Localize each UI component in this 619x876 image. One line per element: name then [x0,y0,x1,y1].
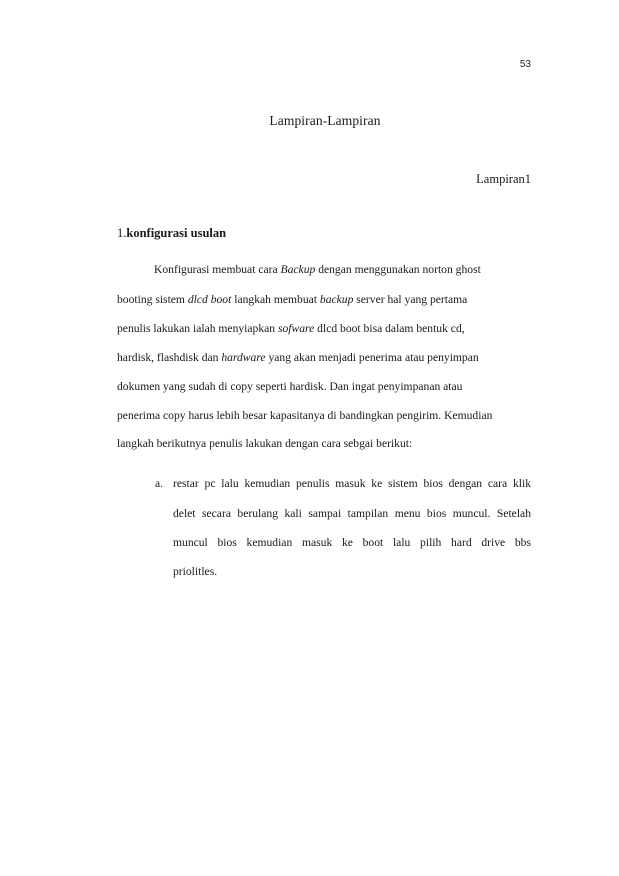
list-line: muncul bios kemudian masuk ke boot lalu pilih hard drive bbs [173,536,531,549]
italic-term: sofware [277,322,315,335]
paragraph-line [154,262,481,278]
italic-term: dlcd boot [187,293,232,306]
paragraph-line [117,350,479,366]
list-line: restar pc lalu kemudian penulis masuk ke sistem bios dengan cara klik [173,477,531,490]
paragraph-text: yang akan menjadi penerima atau penyimpan [265,351,479,364]
paragraph-text: langkah berikutnya penulis lakukan dengan cara sebgai berikut: [117,437,413,450]
paragraph-text: dlcd boot bisa dalam bentuk cd, [314,322,465,335]
paragraph-line [117,292,467,308]
paragraph-text: langkah membuat [231,293,320,306]
list-marker: a. [155,477,164,490]
list-line: priolitles. [173,565,218,578]
paragraph-text: booting sistem [117,293,188,306]
italic-term: Backup [280,263,316,276]
paragraph-text: penulis lakukan ialah menyiapkan [117,322,278,335]
paragraph-text: hardisk, flashdisk dan [117,351,222,364]
italic-term: hardware [221,351,266,364]
italic-term: backup [319,293,354,306]
paragraph-text: dengan menggunakan norton ghost [315,263,481,276]
section-heading-text: konfigurasi usulan [126,226,227,240]
section-heading [117,226,226,241]
page-title: Lampiran-Lampiran [269,113,381,128]
paragraph-line [117,379,462,395]
paragraph-line [117,408,492,424]
page-number: 53 [519,59,531,70]
section-number: 1. [117,226,127,240]
paragraph-line [117,321,465,337]
paragraph-text: dokumen yang sudah di copy seperti hardisk. Dan ingat penyimpanan atau [117,380,463,393]
paragraph-text: Konfigurasi membuat cara [154,263,281,276]
paragraph-text: server hal yang pertama [353,293,468,306]
paragraph-text: penerima copy harus lebih besar kapasitanya di bandingkan pengirim. Kemudian [117,409,493,422]
paragraph-line [117,436,412,452]
lampiran-label: Lampiran1 [476,172,531,186]
list-line: delet secara berulang kali sampai tampilan menu bios muncul. Setelah [173,507,531,520]
